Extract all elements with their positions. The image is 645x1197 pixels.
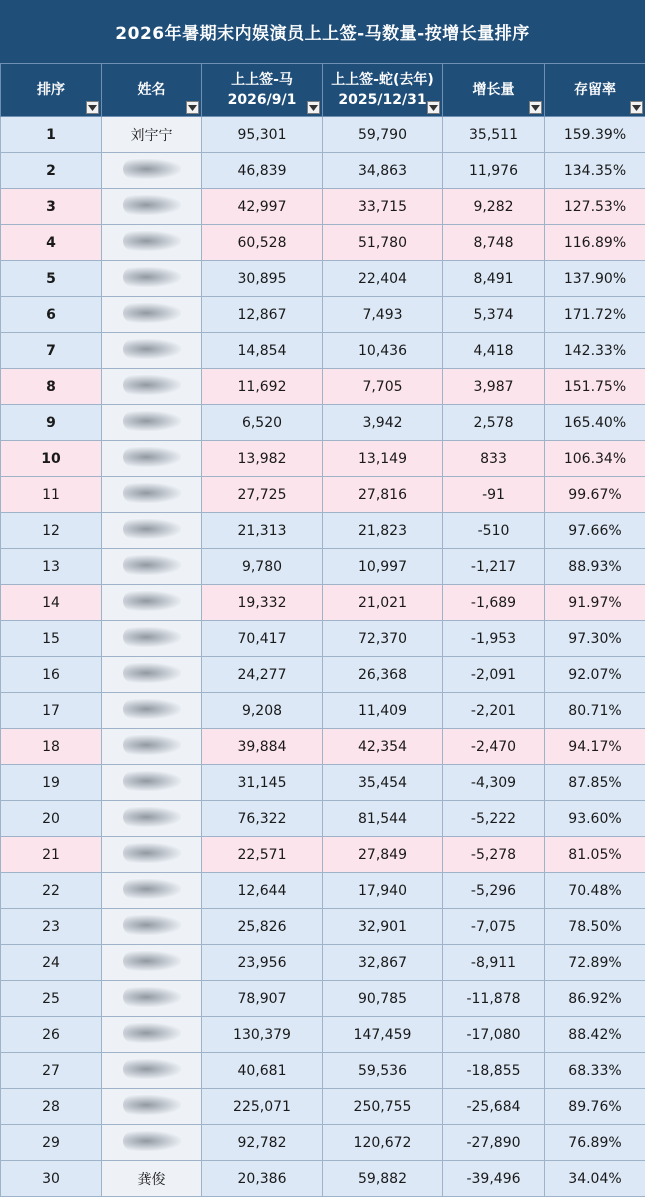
redacted-name-blur (123, 1059, 181, 1079)
table-row (1, 837, 645, 873)
retention-cell: 116.89% (545, 225, 645, 261)
name-cell (102, 261, 202, 297)
name-cell (102, 549, 202, 585)
growth-cell: 11,976 (443, 153, 545, 189)
horse-count-cell: 12,644 (202, 873, 323, 909)
snake-count-cell: 10,436 (323, 333, 443, 369)
growth-cell: -18,855 (443, 1053, 545, 1089)
table-row (1, 945, 645, 981)
rank-cell: 30 (1, 1161, 102, 1197)
snake-count-cell: 147,459 (323, 1017, 443, 1053)
rank-cell: 18 (1, 729, 102, 765)
growth-cell: -1,217 (443, 549, 545, 585)
rank-cell: 20 (1, 801, 102, 837)
name-cell (102, 333, 202, 369)
table-row (1, 1053, 645, 1089)
table-row (1, 729, 645, 765)
horse-count-cell: 25,826 (202, 909, 323, 945)
retention-cell: 93.60% (545, 801, 645, 837)
rank-cell: 19 (1, 765, 102, 801)
table-row (1, 549, 645, 585)
redacted-name-blur (123, 411, 181, 431)
snake-count-cell: 34,863 (323, 153, 443, 189)
snake-count-cell: 22,404 (323, 261, 443, 297)
rank-cell: 26 (1, 1017, 102, 1053)
rank-cell: 16 (1, 657, 102, 693)
horse-count-cell: 21,313 (202, 513, 323, 549)
horse-count-cell: 22,571 (202, 837, 323, 873)
header-row (1, 64, 645, 117)
dropdown-filter-icon[interactable] (630, 101, 643, 114)
table-row (1, 225, 645, 261)
growth-cell: -2,201 (443, 693, 545, 729)
table-row (1, 909, 645, 945)
growth-cell: -5,278 (443, 837, 545, 873)
snake-count-cell: 90,785 (323, 981, 443, 1017)
name-cell (102, 1125, 202, 1161)
redacted-name-blur (123, 807, 181, 827)
horse-count-cell: 9,780 (202, 549, 323, 585)
retention-cell: 106.34% (545, 441, 645, 477)
table-row (1, 369, 645, 405)
table-row (1, 981, 645, 1017)
snake-count-cell: 250,755 (323, 1089, 443, 1125)
name-cell (102, 765, 202, 801)
snake-count-cell: 21,823 (323, 513, 443, 549)
retention-cell: 89.76% (545, 1089, 645, 1125)
name-cell (102, 1089, 202, 1125)
retention-cell: 70.48% (545, 873, 645, 909)
name-cell (102, 873, 202, 909)
horse-count-cell: 78,907 (202, 981, 323, 1017)
table-row (1, 801, 645, 837)
horse-count-cell: 9,208 (202, 693, 323, 729)
ranking-table (0, 63, 645, 1197)
rank-cell: 1 (1, 117, 102, 153)
header-name (102, 64, 202, 117)
redacted-name-blur (123, 375, 181, 395)
redacted-name-blur (123, 267, 181, 287)
snake-count-cell: 33,715 (323, 189, 443, 225)
retention-cell: 97.66% (545, 513, 645, 549)
rank-cell: 2 (1, 153, 102, 189)
rank-cell: 10 (1, 441, 102, 477)
redacted-name-blur (123, 303, 181, 323)
header-growth (443, 64, 545, 117)
snake-count-cell: 72,370 (323, 621, 443, 657)
header-growth-label: 增长量 (473, 82, 515, 98)
rank-cell: 15 (1, 621, 102, 657)
growth-cell: -5,296 (443, 873, 545, 909)
table-row (1, 297, 645, 333)
horse-count-cell: 19,332 (202, 585, 323, 621)
name-text: 刘宇宁 (131, 128, 173, 144)
redacted-name-blur (123, 591, 181, 611)
rank-cell: 28 (1, 1089, 102, 1125)
redacted-name-blur (123, 735, 181, 755)
snake-count-cell: 10,997 (323, 549, 443, 585)
rank-cell: 4 (1, 225, 102, 261)
growth-cell: -2,470 (443, 729, 545, 765)
rank-cell: 22 (1, 873, 102, 909)
dropdown-filter-icon[interactable] (186, 101, 199, 114)
redacted-name-blur (123, 987, 181, 1007)
retention-cell: 159.39% (545, 117, 645, 153)
redacted-name-blur (123, 339, 181, 359)
name-cell (102, 297, 202, 333)
rank-cell: 21 (1, 837, 102, 873)
retention-cell: 134.35% (545, 153, 645, 189)
rank-cell: 27 (1, 1053, 102, 1089)
growth-cell: -1,689 (443, 585, 545, 621)
name-cell (102, 1017, 202, 1053)
name-cell (102, 1053, 202, 1089)
redacted-name-blur (123, 555, 181, 575)
dropdown-filter-icon[interactable] (427, 101, 440, 114)
header-snake-line2: 2025/12/31 (323, 90, 442, 110)
horse-count-cell: 46,839 (202, 153, 323, 189)
redacted-name-blur (123, 843, 181, 863)
name-cell (102, 945, 202, 981)
snake-count-cell: 26,368 (323, 657, 443, 693)
retention-cell: 86.92% (545, 981, 645, 1017)
table-row (1, 585, 645, 621)
growth-cell: 4,418 (443, 333, 545, 369)
snake-count-cell: 27,849 (323, 837, 443, 873)
name-cell (102, 189, 202, 225)
sheet-title: 2026年暑期末内娱演员上上签-马数量-按增长量排序 (0, 0, 645, 63)
retention-cell: 171.72% (545, 297, 645, 333)
horse-count-cell: 30,895 (202, 261, 323, 297)
redacted-name-blur (123, 195, 181, 215)
table-row (1, 261, 645, 297)
header-rank-label: 排序 (37, 82, 65, 98)
snake-count-cell: 7,705 (323, 369, 443, 405)
redacted-name-blur (123, 483, 181, 503)
horse-count-cell: 95,301 (202, 117, 323, 153)
rank-cell: 25 (1, 981, 102, 1017)
rank-cell: 5 (1, 261, 102, 297)
name-cell (102, 369, 202, 405)
snake-count-cell: 13,149 (323, 441, 443, 477)
header-retention (545, 64, 645, 117)
snake-count-cell: 3,942 (323, 405, 443, 441)
rank-cell: 23 (1, 909, 102, 945)
snake-count-cell: 27,816 (323, 477, 443, 513)
table-row (1, 621, 645, 657)
snake-count-cell: 81,544 (323, 801, 443, 837)
table-row (1, 1089, 645, 1125)
redacted-name-blur (123, 771, 181, 791)
snake-count-cell: 7,493 (323, 297, 443, 333)
horse-count-cell: 70,417 (202, 621, 323, 657)
retention-cell: 94.17% (545, 729, 645, 765)
table-row (1, 333, 645, 369)
retention-cell: 68.33% (545, 1053, 645, 1089)
name-cell (102, 117, 202, 153)
redacted-name-blur (123, 1095, 181, 1115)
table-row (1, 153, 645, 189)
rank-cell: 3 (1, 189, 102, 225)
retention-cell: 127.53% (545, 189, 645, 225)
retention-cell: 142.33% (545, 333, 645, 369)
name-cell (102, 621, 202, 657)
table-row (1, 513, 645, 549)
snake-count-cell: 59,790 (323, 117, 443, 153)
rank-cell: 17 (1, 693, 102, 729)
horse-count-cell: 23,956 (202, 945, 323, 981)
header-rank (1, 64, 102, 117)
dropdown-filter-icon[interactable] (86, 101, 99, 114)
growth-cell: -4,309 (443, 765, 545, 801)
horse-count-cell: 6,520 (202, 405, 323, 441)
growth-cell: 2,578 (443, 405, 545, 441)
horse-count-cell: 130,379 (202, 1017, 323, 1053)
horse-count-cell: 60,528 (202, 225, 323, 261)
snake-count-cell: 51,780 (323, 225, 443, 261)
growth-cell: 8,748 (443, 225, 545, 261)
name-cell (102, 801, 202, 837)
name-cell (102, 657, 202, 693)
table-row (1, 1017, 645, 1053)
horse-count-cell: 42,997 (202, 189, 323, 225)
snake-count-cell: 32,901 (323, 909, 443, 945)
table-row (1, 1161, 645, 1197)
table-row (1, 765, 645, 801)
name-cell (102, 477, 202, 513)
retention-cell: 137.90% (545, 261, 645, 297)
redacted-name-blur (123, 1131, 181, 1151)
table-row (1, 189, 645, 225)
rank-cell: 11 (1, 477, 102, 513)
table-row (1, 441, 645, 477)
name-cell (102, 585, 202, 621)
horse-count-cell: 39,884 (202, 729, 323, 765)
redacted-name-blur (123, 159, 181, 179)
horse-count-cell: 27,725 (202, 477, 323, 513)
retention-cell: 78.50% (545, 909, 645, 945)
rank-cell: 24 (1, 945, 102, 981)
retention-cell: 91.97% (545, 585, 645, 621)
table-row (1, 1125, 645, 1161)
snake-count-cell: 17,940 (323, 873, 443, 909)
redacted-name-blur (123, 519, 181, 539)
retention-cell: 87.85% (545, 765, 645, 801)
redacted-name-blur (123, 447, 181, 467)
table-row (1, 873, 645, 909)
rank-cell: 6 (1, 297, 102, 333)
dropdown-filter-icon[interactable] (529, 101, 542, 114)
header-snake-line1: 上上签-蛇(去年) (323, 70, 442, 90)
retention-cell: 97.30% (545, 621, 645, 657)
growth-cell: 35,511 (443, 117, 545, 153)
snake-count-cell: 35,454 (323, 765, 443, 801)
rank-cell: 13 (1, 549, 102, 585)
redacted-name-blur (123, 231, 181, 251)
redacted-name-blur (123, 663, 181, 683)
header-horse-line2: 2026/9/1 (202, 90, 322, 110)
horse-count-cell: 13,982 (202, 441, 323, 477)
snake-count-cell: 59,536 (323, 1053, 443, 1089)
horse-count-cell: 12,867 (202, 297, 323, 333)
horse-count-cell: 24,277 (202, 657, 323, 693)
growth-cell: -39,496 (443, 1161, 545, 1197)
rank-cell: 9 (1, 405, 102, 441)
name-cell (102, 909, 202, 945)
snake-count-cell: 120,672 (323, 1125, 443, 1161)
redacted-name-blur (123, 699, 181, 719)
retention-cell: 76.89% (545, 1125, 645, 1161)
table-row (1, 693, 645, 729)
name-cell (102, 405, 202, 441)
rank-cell: 12 (1, 513, 102, 549)
growth-cell: -5,222 (443, 801, 545, 837)
redacted-name-blur (123, 915, 181, 935)
name-text: 龚俊 (138, 1172, 166, 1188)
name-cell (102, 981, 202, 1017)
table-row (1, 117, 645, 153)
table-row (1, 477, 645, 513)
rank-cell: 8 (1, 369, 102, 405)
growth-cell: -7,075 (443, 909, 545, 945)
growth-cell: -1,953 (443, 621, 545, 657)
snake-count-cell: 32,867 (323, 945, 443, 981)
redacted-name-blur (123, 627, 181, 647)
rank-cell: 29 (1, 1125, 102, 1161)
growth-cell: -8,911 (443, 945, 545, 981)
header-retention-label: 存留率 (574, 82, 616, 98)
name-cell (102, 729, 202, 765)
growth-cell: -25,684 (443, 1089, 545, 1125)
growth-cell: 3,987 (443, 369, 545, 405)
snake-count-cell: 42,354 (323, 729, 443, 765)
horse-count-cell: 20,386 (202, 1161, 323, 1197)
retention-cell: 34.04% (545, 1161, 645, 1197)
growth-cell: -11,878 (443, 981, 545, 1017)
horse-count-cell: 76,322 (202, 801, 323, 837)
retention-cell: 80.71% (545, 693, 645, 729)
name-cell (102, 693, 202, 729)
horse-count-cell: 31,145 (202, 765, 323, 801)
growth-cell: -510 (443, 513, 545, 549)
growth-cell: -2,091 (443, 657, 545, 693)
growth-cell: 5,374 (443, 297, 545, 333)
retention-cell: 92.07% (545, 657, 645, 693)
growth-cell: 8,491 (443, 261, 545, 297)
name-cell (102, 837, 202, 873)
horse-count-cell: 14,854 (202, 333, 323, 369)
redacted-name-blur (123, 951, 181, 971)
rank-cell: 14 (1, 585, 102, 621)
name-cell (102, 225, 202, 261)
table-row (1, 405, 645, 441)
redacted-name-blur (123, 879, 181, 899)
rank-cell: 7 (1, 333, 102, 369)
horse-count-cell: 225,071 (202, 1089, 323, 1125)
growth-cell: -27,890 (443, 1125, 545, 1161)
snake-count-cell: 21,021 (323, 585, 443, 621)
snake-count-cell: 11,409 (323, 693, 443, 729)
header-horse (202, 64, 323, 117)
retention-cell: 165.40% (545, 405, 645, 441)
retention-cell: 81.05% (545, 837, 645, 873)
growth-cell: -91 (443, 477, 545, 513)
header-name-label: 姓名 (138, 82, 166, 98)
name-cell (102, 441, 202, 477)
name-cell (102, 153, 202, 189)
snake-count-cell: 59,882 (323, 1161, 443, 1197)
retention-cell: 88.42% (545, 1017, 645, 1053)
name-cell (102, 513, 202, 549)
horse-count-cell: 11,692 (202, 369, 323, 405)
horse-count-cell: 92,782 (202, 1125, 323, 1161)
header-snake (323, 64, 443, 117)
growth-cell: -17,080 (443, 1017, 545, 1053)
growth-cell: 833 (443, 441, 545, 477)
retention-cell: 72.89% (545, 945, 645, 981)
header-horse-line1: 上上签-马 (202, 70, 322, 90)
horse-count-cell: 40,681 (202, 1053, 323, 1089)
retention-cell: 99.67% (545, 477, 645, 513)
dropdown-filter-icon[interactable] (307, 101, 320, 114)
name-cell (102, 1161, 202, 1197)
redacted-name-blur (123, 1023, 181, 1043)
table-row (1, 657, 645, 693)
retention-cell: 88.93% (545, 549, 645, 585)
table-body (1, 117, 645, 1197)
growth-cell: 9,282 (443, 189, 545, 225)
retention-cell: 151.75% (545, 369, 645, 405)
